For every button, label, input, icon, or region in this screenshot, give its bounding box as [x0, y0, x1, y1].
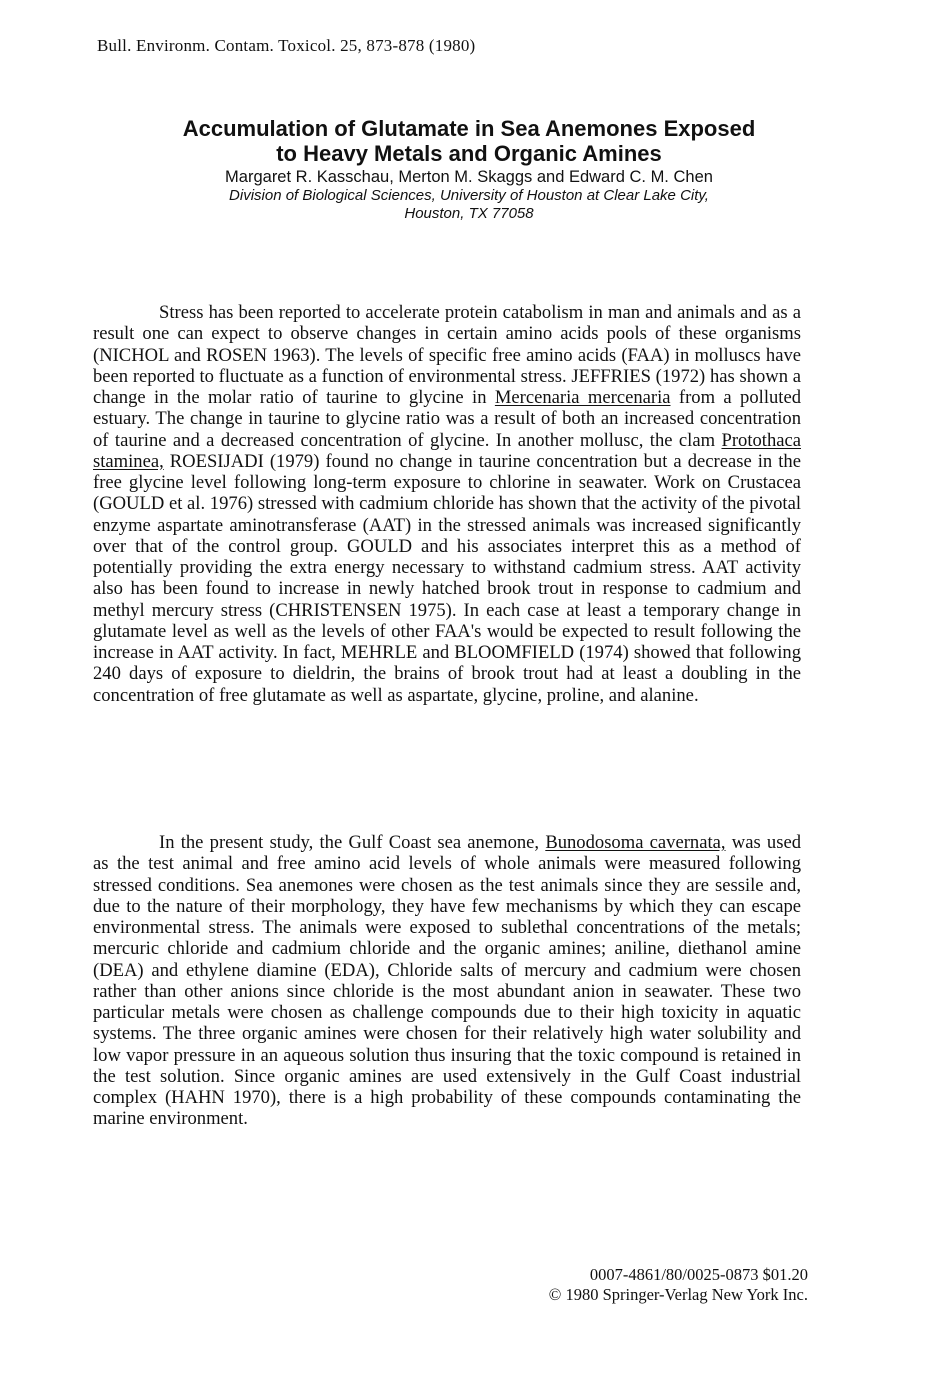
paragraph-1-part-3: ROESIJADI (1979) found no change in taurine concentration but a decrease in the free glycine level following long-term exposure to chlorine in seawater. Work on Crustacea (GOULD et al. 1976) stressed with cadmium chloride has shown that the activity of the pivotal enzyme aspartate aminotransferase (AAT) in the stressed animals was increased significantly over that of the control group. GOULD and his associates interpret this as a method of potentially providing the extra energy necessary to withstand cadmium stress. AAT activity also has been found to increase in newly hatched brook trout in response to cadmium and methyl mercury stress (CHRISTENSEN 1975). In each case at least a temporary change in glutamate level as well as the levels of other FAA's would be expected to result following the increase in AAT activity. In fact, MEHRLE and BLOOMFIELD (1974) showed that following 240 days of exposure to dieldrin, the brains of brook trout had at least a doubling in the concentration of free glutamate as well as aspartate, glycine, proline, and alanine. — [93, 450, 801, 706]
article-title — [60, 116, 878, 166]
copyright-notice: © 1980 Springer-Verlag New York Inc. — [548, 1285, 808, 1304]
title-line-2: to Heavy Metals and Organic Amines — [276, 141, 662, 166]
issn-price: 0007-4861/80/0025-0873 $01.20 — [589, 1265, 808, 1284]
affiliation — [60, 187, 878, 223]
paragraph-1 — [93, 302, 801, 706]
paragraph-1-part-1: Stress has been reported to accelerate protein catabolism in man and animals and as a result one can expect to observe changes in certain amino acids pools of these organisms (NICHOL and ROSEN 1963). The levels of specific free amino acids (FAA) in molluscs have been reported to fluctuate as a function of environmental stress. JEFFRIES (1972) has shown a change in the molar ratio of taurine to glycine in — [93, 302, 801, 408]
affiliation-line-1: Division of Biological Sciences, University of Houston at Clear Lake City, — [229, 187, 709, 204]
affiliation-line-2: Houston, TX 77058 — [404, 205, 534, 222]
journal-citation: Bull. Environm. Contam. Toxicol. 25, 873-878 (1980) — [97, 36, 476, 55]
paragraph-2-part-2: was used as the test animal and free amino acid levels of whole animals were measured following stressed conditions. Sea anemones were chosen as the test animals since they are sessile and, due to the nature of their morphology, they have few mechanisms by which they can escape environmental stress. The animals were exposed to sublethal concentrations of the metals; mercuric chloride and cadmium chloride and the organic amines; aniline, diethanol amine (DEA) and ethylene diamine (EDA), Chloride salts of mercury and cadmium were chosen rather than other anions since chloride is the most abundant anion in seawater. These two particular metals were chosen as challenge compounds due to their high toxicity in aquatic systems. The three organic amines were chosen for their relatively high water solubility and low vapor pressure in an aqueous solution thus insuring that the toxic compound is retained in the test solution. Since organic amines are used extensively in the Gulf Coast industrial complex (HAHN 1970), there is a high probability of these compounds contaminating the marine environment. — [93, 832, 802, 1130]
authors: Margaret R. Kasschau, Merton M. Skaggs and Edward C. M. Chen — [225, 168, 713, 186]
paragraph-2 — [93, 832, 801, 1130]
species-name-protothaca: Protothaca staminea, — [93, 429, 801, 472]
species-name-bunodosoma: Bunodosoma cavernata, — [545, 832, 726, 853]
species-name-mercenaria: Mercenaria mercenaria — [494, 387, 671, 408]
title-line-1: Accumulation of Glutamate in Sea Anemones Exposed — [182, 116, 756, 141]
paragraph-1-part-2: from a polluted estuary. The change in taurine to glycine ratio was a result of both an increased concentration of taurine and a decreased concentration of glycine. In another mollusc, the clam — [93, 387, 801, 451]
paragraph-2-part-1: In the present study, the Gulf Coast sea anemone, — [159, 832, 540, 853]
copyright-footer — [549, 1265, 808, 1305]
article-header — [60, 116, 878, 223]
